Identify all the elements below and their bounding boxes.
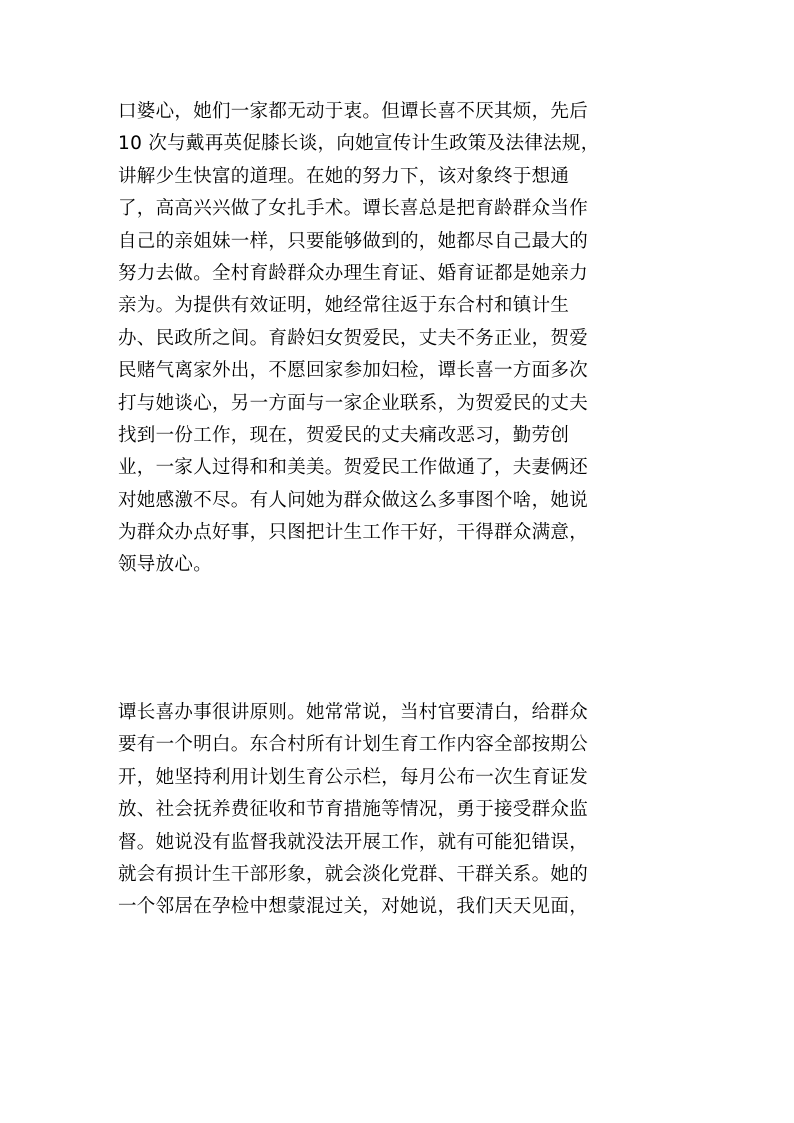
text-line: 10 次与戴再英促膝长谈，向她宣传计生政策及法律法规， [118, 133, 600, 155]
text-line: 讲解少生快富的道理。在她的努力下，该对象终于想通 [118, 165, 570, 187]
text-line: 打与她谈心，另一方面与一家企业联系，为贺爱民的丈夫 [118, 392, 589, 414]
text-line: 放、社会抚养费征收和节育措施等情况，勇于接受群众监 [118, 799, 589, 821]
text-line: 督。她说没有监督我就没法开展工作，就有可能犯错误， [118, 831, 589, 853]
text-line: 谭长喜办事很讲原则。她常常说，当村官要清白，给群众 [118, 702, 589, 723]
text-line: 办、民政所之间。育龄妇女贺爱民，丈夫不务正业，贺爱 [118, 327, 589, 349]
text-line: 就会有损计生干部形象，就会淡化党群、干群关系。她的 [118, 863, 589, 885]
paragraph-2 [118, 697, 680, 924]
text-line: 要有一个明白。东合村所有计划生育工作内容全部按期公 [118, 734, 589, 756]
text-line: 自己的亲姐妹一样，只要能够做到的，她都尽自己最大的 [118, 230, 589, 252]
text-line: 努力去做。全村育龄群众办理生育证、婚育证都是她亲力 [118, 262, 589, 284]
text-line: 亲为。为提供有效证明，她经常往返于东合村和镇计生 [118, 295, 570, 317]
text-line: 对她感激不尽。有人问她为群众做这么多事图个啥，她说 [118, 489, 589, 511]
text-line: 开，她坚持利用计划生育公示栏，每月公布一次生育证发 [118, 766, 589, 788]
text-line: 口婆心，她们一家都无动于衷。但谭长喜不厌其烦，先后 [118, 101, 589, 122]
paragraph-1 [118, 96, 680, 582]
text-line: 一个邻居在孕检中想蒙混过关，对她说，我们天天见面， [118, 896, 589, 918]
text-line: 了，高高兴兴做了女扎手术。谭长喜总是把育龄群众当作 [118, 198, 589, 220]
text-line: 为群众办点好事，只图把计生工作干好，干得群众满意， [118, 522, 589, 544]
text-line: 领导放心。 [118, 554, 213, 576]
text-line: 业，一家人过得和和美美。贺爱民工作做通了，夫妻俩还 [118, 457, 589, 479]
text-line: 民赌气离家外出，不愿回家参加妇检，谭长喜一方面多次 [118, 360, 589, 382]
text-line: 找到一份工作，现在，贺爱民的丈夫痛改恶习，勤劳创 [118, 424, 570, 446]
